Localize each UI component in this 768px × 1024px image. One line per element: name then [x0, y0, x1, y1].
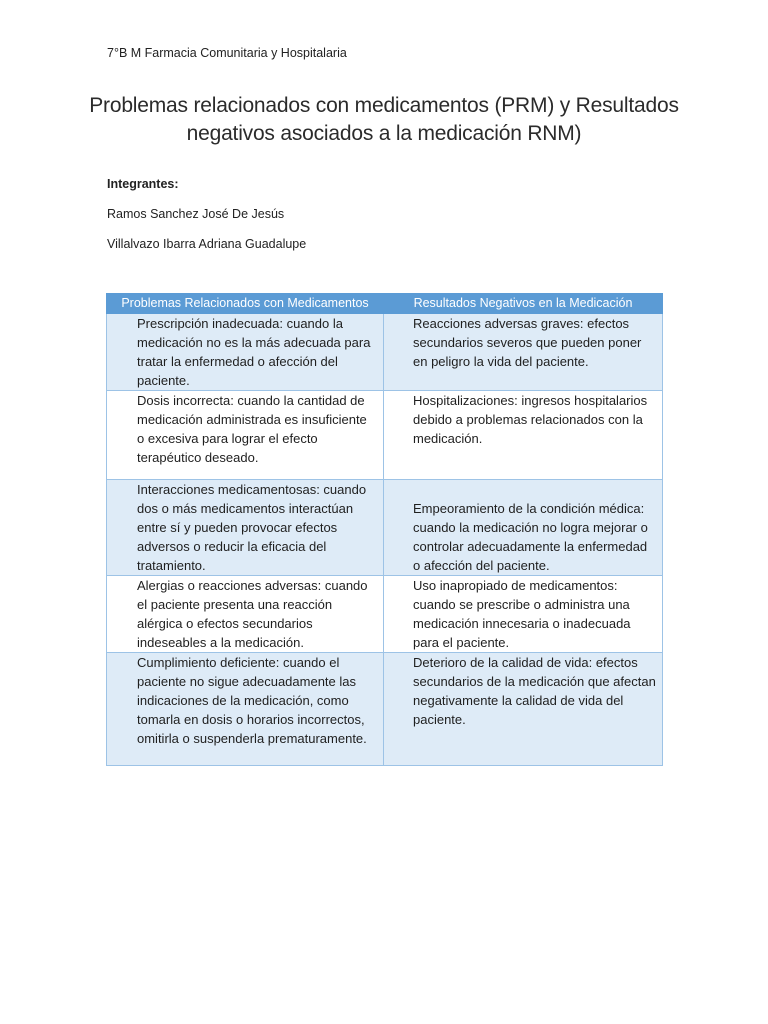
header-rnm: Resultados Negativos en la Medicación [384, 294, 663, 314]
rnm-cell [384, 480, 663, 576]
rnm-cell: Hospitalizaciones: ingresos hospitalarios debido a problemas relacionados con la medicación. [384, 391, 663, 480]
rnm-cell: Deterioro de la calidad de vida: efectos secundarios de la medicación que afectan negativamente la calidad de vida del paciente. [384, 653, 663, 766]
prm-cell-text: Interacciones medicamentosas: cuando dos o más medicamentos interactúan entre sí y pueden provocar efectos adversos o reducir la eficacia del tratamiento. [137, 482, 367, 573]
members-label: Integrantes: [107, 177, 179, 191]
prm-cell: Prescripción inadecuada: cuando la medicación no es la más adecuada para tratar la enfermedad o afección del paciente. [107, 314, 384, 391]
prm-cell: Alergias o reacciones adversas: cuando el paciente presenta una reacción alérgica o efectos secundarios indeseables a la medicación. [107, 576, 384, 653]
rnm-cell: Reacciones adversas graves: efectos secundarios severos que pueden poner en peligro la vida del paciente. [384, 314, 663, 391]
prm-rnm-table [106, 293, 663, 766]
header-prm: Problemas Relacionados con Medicamentos [107, 294, 384, 314]
member-name-2: Villalvazo Ibarra Adriana Guadalupe [107, 237, 307, 251]
table-header-row [107, 294, 663, 314]
title-line-2: negativos asociados a la medicación RNM) [186, 122, 582, 145]
prm-cell: Dosis incorrecta: cuando la cantidad de medicación administrada es insuficiente o excesiva para lograr el efecto terapéutico deseado. [107, 391, 384, 480]
table-row [107, 653, 663, 766]
prm-cell: Cumplimiento deficiente: cuando el paciente no sigue adecuadamente las indicaciones de la medicación, como tomarla en dosis o horarios incorrectos, omitirla o suspenderla prematuramente. [107, 653, 384, 766]
prm-cell [107, 480, 384, 576]
table-row [107, 480, 663, 576]
table-row [107, 314, 663, 391]
table-row [107, 576, 663, 653]
rnm-cell: Uso inapropiado de medicamentos: cuando se prescribe o administra una medicación innecesaria o inadecuada para el paciente. [384, 576, 663, 653]
rnm-cell-text: Empeoramiento de la condición médica: cuando la medicación no logra mejorar o controlar adecuadamente la enfermedad o afección del paciente. [413, 501, 648, 573]
member-name-1: Ramos Sanchez José De Jesús [107, 207, 285, 221]
table-row [107, 391, 663, 480]
course-header: 7°B M Farmacia Comunitaria y Hospitalaria [107, 46, 347, 60]
title-line-1: Problemas relacionados con medicamentos (PRM) y Resultados [89, 94, 679, 117]
page-title [60, 92, 708, 148]
